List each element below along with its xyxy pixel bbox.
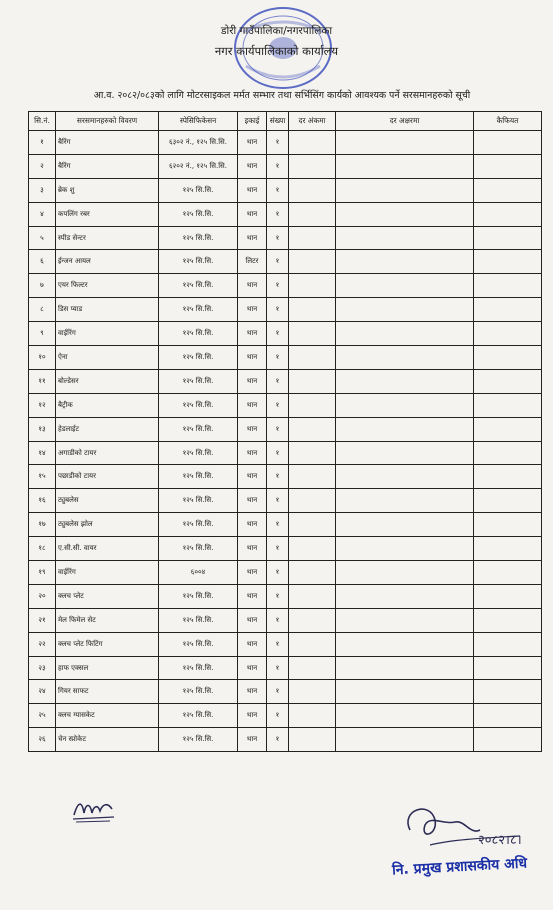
row-rate-figures: [289, 369, 336, 393]
row-specification: १२५ सि.सि.: [159, 537, 238, 561]
row-rate-words: [336, 131, 474, 155]
row-rate-figures: [289, 154, 336, 178]
row-unit: थान: [238, 537, 267, 561]
row-rate-figures: [289, 561, 336, 585]
row-sn: १३: [29, 417, 56, 441]
row-description: गियर साफट: [56, 680, 159, 704]
table-row: [29, 131, 542, 155]
row-remarks: [474, 513, 542, 537]
row-description: ब्रेक शु: [56, 178, 159, 202]
row-rate-words: [336, 584, 474, 608]
row-unit: थान: [238, 393, 267, 417]
row-quantity: १: [267, 274, 289, 298]
row-rate-words: [336, 393, 474, 417]
row-rate-figures: [289, 537, 336, 561]
row-rate-figures: [289, 489, 336, 513]
row-unit: थान: [238, 154, 267, 178]
row-quantity: १: [267, 154, 289, 178]
row-rate-figures: [289, 274, 336, 298]
row-description: मेल फिमेल सेट: [56, 608, 159, 632]
row-unit: थान: [238, 417, 267, 441]
table-row: [29, 465, 542, 489]
row-specification: ६००४: [159, 561, 238, 585]
row-unit: थान: [238, 704, 267, 728]
row-quantity: १: [267, 202, 289, 226]
row-sn: २२: [29, 632, 56, 656]
row-remarks: [474, 369, 542, 393]
row-description: ईन्जन आयल: [56, 250, 159, 274]
row-sn: ३: [29, 178, 56, 202]
row-description: क्लच प्लेट: [56, 584, 159, 608]
row-remarks: [474, 250, 542, 274]
row-description: ट्युबलेस झोल: [56, 513, 159, 537]
row-specification: १२५ सि.सि.: [159, 584, 238, 608]
row-unit: थान: [238, 441, 267, 465]
row-unit: थान: [238, 680, 267, 704]
row-specification: १२५ सि.सि.: [159, 656, 238, 680]
row-rate-figures: [289, 298, 336, 322]
row-remarks: [474, 202, 542, 226]
row-rate-figures: [289, 322, 336, 346]
row-remarks: [474, 226, 542, 250]
row-quantity: १: [267, 131, 289, 155]
row-quantity: १: [267, 226, 289, 250]
row-rate-words: [336, 226, 474, 250]
row-rate-figures: [289, 226, 336, 250]
row-description: हेडलाईट: [56, 417, 159, 441]
row-unit: थान: [238, 178, 267, 202]
table-row: [29, 680, 542, 704]
table-row: [29, 561, 542, 585]
row-unit: थान: [238, 513, 267, 537]
row-description: बैट्रीक: [56, 393, 159, 417]
col-header-quantity: संख्या: [267, 112, 289, 131]
row-specification: १२५ सि.सि.: [159, 728, 238, 752]
row-rate-figures: [289, 441, 336, 465]
row-quantity: १: [267, 489, 289, 513]
row-sn: ११: [29, 369, 56, 393]
row-sn: ९: [29, 322, 56, 346]
row-unit: थान: [238, 608, 267, 632]
row-sn: १७: [29, 513, 56, 537]
row-remarks: [474, 178, 542, 202]
row-quantity: १: [267, 441, 289, 465]
row-specification: १२५ सि.सि.: [159, 322, 238, 346]
row-quantity: १: [267, 728, 289, 752]
row-rate-words: [336, 704, 474, 728]
row-description: ए.सी.सी. वायर: [56, 537, 159, 561]
row-specification: १२५ सि.सि.: [159, 346, 238, 370]
row-specification: १२५ सि.सि.: [159, 250, 238, 274]
row-rate-words: [336, 656, 474, 680]
row-remarks: [474, 537, 542, 561]
row-rate-figures: [289, 704, 336, 728]
table-row: [29, 274, 542, 298]
row-quantity: १: [267, 584, 289, 608]
row-rate-figures: [289, 202, 336, 226]
row-rate-words: [336, 441, 474, 465]
row-remarks: [474, 465, 542, 489]
row-specification: १२५ सि.सि.: [159, 704, 238, 728]
row-quantity: १: [267, 178, 289, 202]
row-quantity: १: [267, 656, 289, 680]
row-quantity: १: [267, 369, 289, 393]
row-sn: २०: [29, 584, 56, 608]
row-unit: थान: [238, 131, 267, 155]
row-rate-figures: [289, 465, 336, 489]
row-rate-figures: [289, 131, 336, 155]
table-row: [29, 704, 542, 728]
row-unit: थान: [238, 226, 267, 250]
row-specification: १२५ सि.सि.: [159, 202, 238, 226]
row-remarks: [474, 346, 542, 370]
row-rate-figures: [289, 178, 336, 202]
row-description: ट्युबलेस: [56, 489, 159, 513]
table-row: [29, 584, 542, 608]
row-unit: थान: [238, 561, 267, 585]
row-description: क्लच प्लेट फिटिंग: [56, 632, 159, 656]
table-row: [29, 489, 542, 513]
table-row: [29, 537, 542, 561]
table-row: [29, 178, 542, 202]
row-specification: ६३०२ नं., १२५ सि.सि.: [159, 131, 238, 155]
row-unit: थान: [238, 322, 267, 346]
row-unit: थान: [238, 346, 267, 370]
table-row: [29, 632, 542, 656]
row-remarks: [474, 274, 542, 298]
row-sn: १८: [29, 537, 56, 561]
row-specification: १२५ सि.सि.: [159, 632, 238, 656]
row-specification: १२५ सि.सि.: [159, 417, 238, 441]
row-quantity: १: [267, 608, 289, 632]
row-quantity: १: [267, 632, 289, 656]
row-remarks: [474, 632, 542, 656]
row-remarks: [474, 298, 542, 322]
signature-date: २०८२।८।: [478, 833, 522, 848]
table-row: [29, 322, 542, 346]
row-rate-words: [336, 202, 474, 226]
row-description: बैरिंग: [56, 131, 159, 155]
table-row: [29, 441, 542, 465]
row-remarks: [474, 489, 542, 513]
row-rate-figures: [289, 393, 336, 417]
row-remarks: [474, 608, 542, 632]
row-quantity: १: [267, 704, 289, 728]
row-specification: १२५ सि.सि.: [159, 489, 238, 513]
row-remarks: [474, 393, 542, 417]
row-rate-figures: [289, 656, 336, 680]
row-specification: १२५ सि.सि.: [159, 178, 238, 202]
row-description: अगाडीको टायर: [56, 441, 159, 465]
row-rate-figures: [289, 584, 336, 608]
row-sn: १२: [29, 393, 56, 417]
row-rate-figures: [289, 728, 336, 752]
row-quantity: १: [267, 680, 289, 704]
row-remarks: [474, 131, 542, 155]
row-sn: ६: [29, 250, 56, 274]
row-rate-words: [336, 680, 474, 704]
row-sn: ८: [29, 298, 56, 322]
row-unit: थान: [238, 369, 267, 393]
row-quantity: १: [267, 561, 289, 585]
table-row: [29, 202, 542, 226]
row-sn: १: [29, 131, 56, 155]
row-rate-words: [336, 537, 474, 561]
row-rate-figures: [289, 250, 336, 274]
row-rate-words: [336, 417, 474, 441]
row-sn: ४: [29, 202, 56, 226]
row-quantity: १: [267, 298, 289, 322]
table-row: [29, 417, 542, 441]
table-row: [29, 226, 542, 250]
row-description: बोल्डेसर: [56, 369, 159, 393]
row-description: वाईरिंग: [56, 561, 159, 585]
row-sn: १६: [29, 489, 56, 513]
row-sn: १९: [29, 561, 56, 585]
row-unit: थान: [238, 489, 267, 513]
row-specification: १२५ सि.सि.: [159, 369, 238, 393]
row-sn: ७: [29, 274, 56, 298]
row-description: पछाडीको टायर: [56, 465, 159, 489]
row-remarks: [474, 584, 542, 608]
row-quantity: १: [267, 393, 289, 417]
row-unit: थान: [238, 584, 267, 608]
row-rate-figures: [289, 608, 336, 632]
row-unit: लिटर: [238, 250, 267, 274]
row-remarks: [474, 704, 542, 728]
row-description: हाफ एक्सल: [56, 656, 159, 680]
col-header-rate-figures: दर अंकमा: [289, 112, 336, 131]
table-row: [29, 250, 542, 274]
row-sn: १४: [29, 441, 56, 465]
initials-signature: [70, 795, 120, 825]
table-row: [29, 608, 542, 632]
row-remarks: [474, 322, 542, 346]
row-sn: ५: [29, 226, 56, 250]
row-sn: २: [29, 154, 56, 178]
designation-stamp: नि. प्रमुख प्रशासकीय अधि: [391, 855, 528, 879]
row-rate-words: [336, 728, 474, 752]
row-specification: १२५ सि.सि.: [159, 513, 238, 537]
row-quantity: १: [267, 417, 289, 441]
row-rate-words: [336, 489, 474, 513]
row-description: चेन स्प्रोकेट: [56, 728, 159, 752]
row-rate-words: [336, 608, 474, 632]
col-header-sn: सि.नं.: [29, 112, 56, 131]
row-rate-words: [336, 298, 474, 322]
row-description: कपलिंग रबर: [56, 202, 159, 226]
row-specification: १२५ सि.सि.: [159, 608, 238, 632]
row-remarks: [474, 417, 542, 441]
row-unit: थान: [238, 632, 267, 656]
row-rate-figures: [289, 346, 336, 370]
row-rate-figures: [289, 513, 336, 537]
row-rate-words: [336, 513, 474, 537]
row-description: स्पीड सेन्टर: [56, 226, 159, 250]
col-header-specification: स्पेसिफिकेसन: [159, 112, 238, 131]
col-header-remarks: कैफियत: [474, 112, 542, 131]
row-remarks: [474, 441, 542, 465]
table-row: [29, 369, 542, 393]
col-header-description: सरसमानहरुको विवरण: [56, 112, 159, 131]
row-quantity: १: [267, 465, 289, 489]
table-row: [29, 656, 542, 680]
col-header-unit: इकाई: [238, 112, 267, 131]
row-specification: १२५ सि.सि.: [159, 226, 238, 250]
row-description: डिस प्याड: [56, 298, 159, 322]
row-specification: १२५ सि.सि.: [159, 274, 238, 298]
table-row: [29, 728, 542, 752]
row-unit: थान: [238, 274, 267, 298]
row-quantity: १: [267, 322, 289, 346]
row-specification: १२५ सि.सि.: [159, 298, 238, 322]
row-sn: १०: [29, 346, 56, 370]
row-unit: थान: [238, 298, 267, 322]
office-name-line2: नगर कार्यपालिकाको कार्यालय: [214, 44, 339, 58]
row-rate-words: [336, 561, 474, 585]
row-specification: १२५ सि.सि.: [159, 441, 238, 465]
row-unit: थान: [238, 465, 267, 489]
row-description: क्लच ग्यासकेट: [56, 704, 159, 728]
row-unit: थान: [238, 656, 267, 680]
items-table: [28, 111, 542, 752]
table-row: [29, 298, 542, 322]
row-rate-figures: [289, 632, 336, 656]
row-quantity: १: [267, 346, 289, 370]
row-remarks: [474, 561, 542, 585]
row-rate-words: [336, 346, 474, 370]
row-rate-words: [336, 274, 474, 298]
row-sn: २४: [29, 680, 56, 704]
row-sn: १५: [29, 465, 56, 489]
row-sn: २५: [29, 704, 56, 728]
table-header-row: [29, 112, 542, 131]
row-sn: २६: [29, 728, 56, 752]
row-quantity: १: [267, 537, 289, 561]
row-specification: १२५ सि.सि.: [159, 465, 238, 489]
row-unit: थान: [238, 728, 267, 752]
row-description: वाईरिंग: [56, 322, 159, 346]
row-remarks: [474, 656, 542, 680]
row-specification: ६२०२ नं., १२५ सि.सि.: [159, 154, 238, 178]
row-remarks: [474, 154, 542, 178]
row-remarks: [474, 680, 542, 704]
row-rate-words: [336, 178, 474, 202]
row-sn: २१: [29, 608, 56, 632]
table-row: [29, 393, 542, 417]
office-name-line1: डोरी गाउँपालिका/नगरपालिका: [220, 25, 333, 37]
table-row: [29, 513, 542, 537]
col-header-rate-words: दर अक्षरमा: [336, 112, 474, 131]
row-quantity: १: [267, 250, 289, 274]
row-description: ऐना: [56, 346, 159, 370]
row-specification: १२५ सि.सि.: [159, 680, 238, 704]
row-description: बैरिंग: [56, 154, 159, 178]
row-rate-figures: [289, 417, 336, 441]
row-rate-words: [336, 322, 474, 346]
row-description: एयर फिल्टर: [56, 274, 159, 298]
row-rate-words: [336, 250, 474, 274]
row-rate-words: [336, 369, 474, 393]
row-rate-words: [336, 632, 474, 656]
table-row: [29, 346, 542, 370]
document-title: आ.व. २०८२/०८३को लागि मोटरसाइकल मर्मत सम्भार तथा सर्भिसिंग कार्यको आवश्यक पर्ने सरसमानहरुको सूची: [93, 90, 471, 101]
row-rate-words: [336, 154, 474, 178]
row-rate-words: [336, 465, 474, 489]
row-quantity: १: [267, 513, 289, 537]
row-unit: थान: [238, 202, 267, 226]
document-header: [0, 0, 553, 101]
row-rate-figures: [289, 680, 336, 704]
row-specification: १२५ सि.सि.: [159, 393, 238, 417]
row-sn: २३: [29, 656, 56, 680]
table-row: [29, 154, 542, 178]
row-remarks: [474, 728, 542, 752]
